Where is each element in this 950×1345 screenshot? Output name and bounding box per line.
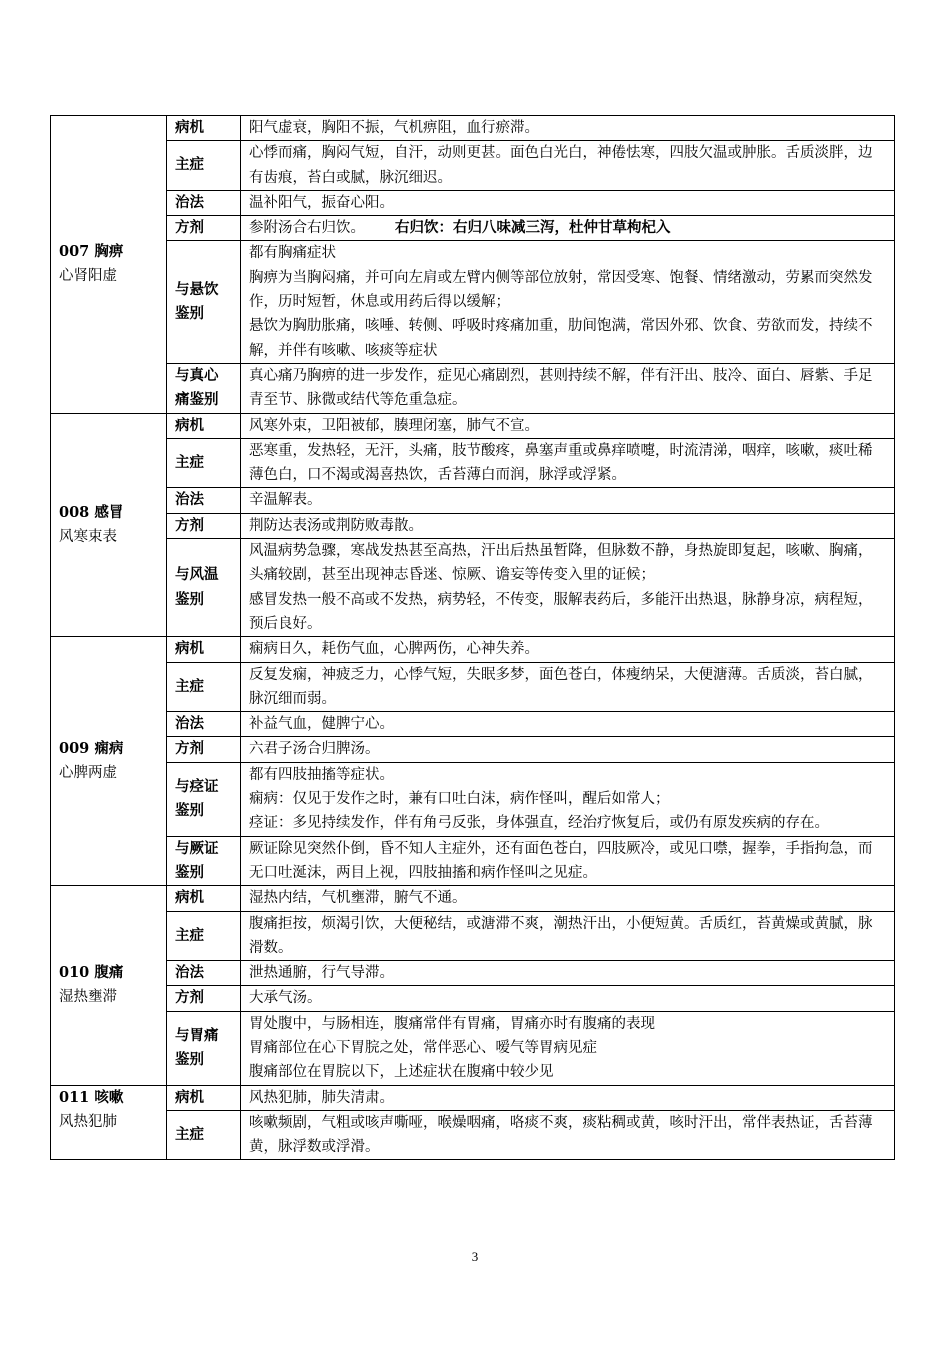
content-line: 泄热通腑，行气导滞。 [249,965,394,982]
field-label: 病机 [167,1085,241,1110]
content-line: 风温病势急骤，寒战发热甚至高热，汗出后热虽暂降，但脉数不静，身热旋即复起，咳嗽、胸痛，头痛较剧，甚至出现神志昏迷、惊厥、谵妄等传变入里的证候； [249,543,873,584]
table-row [51,986,895,1011]
table-row [51,513,895,538]
field-label: 病机 [167,886,241,911]
table-row [51,836,895,886]
table-row [51,216,895,241]
disease-code: 009 痫病 [59,739,124,757]
content-line: 恶寒重，发热轻，无汗，头痛，肢节酸疼，鼻塞声重或鼻痒喷嚏，时流清涕，咽痒，咳嗽，痰吐稀薄色白，口不渴或渴喜热饮，舌苔薄白而润，脉浮或浮紧。 [249,442,873,484]
field-content [241,363,895,413]
disease-code: 011 咳嗽 [59,1088,124,1106]
field-label: 与厥证鉴别 [167,836,241,886]
field-label: 方剂 [167,513,241,538]
table-row [51,539,895,637]
content-line: 荆防达表汤或荆防败毒散。 [249,517,423,534]
disease-cell [51,1085,167,1160]
content-line: 参附汤合右归饮。 [249,220,365,237]
field-content [241,539,895,637]
content-line: 阳气虚衰，胸阳不振，气机痹阻，血行瘀滞。 [249,120,539,136]
table-row [51,762,895,836]
table-row [51,190,895,215]
content-line: 胸痹为当胸闷痛，并可向左肩或左臂内侧等部位放射，常因受寒、饱餐、情绪激动，劳累而突然发作，历时短暂，休息或用药后得以缓解； [249,269,873,311]
table-row [51,911,895,961]
content-line: 真心痛乃胸痹的进一步发作，症见心痛剧烈，甚则持续不解，伴有汗出、肢冷、面白、唇紫、手足青至节、脉微或结代等危重急症。 [249,367,873,409]
field-content [241,712,895,737]
table-row [51,1085,895,1110]
disease-code: 010 腹痛 [59,964,124,982]
field-label: 治法 [167,961,241,986]
content-line: 痫病日久，耗伤气血，心脾两伤，心神失养。 [249,641,539,658]
syndrome-type: 心脾两虚 [59,765,117,782]
table-row [51,413,895,438]
content-line: 咳嗽频剧，气粗或咳声嘶哑，喉燥咽痛，咯痰不爽，痰粘稠或黄，咳时汗出，常伴表热证，舌苔薄黄，脉浮数或浮滑。 [249,1114,873,1156]
disease-code: 008 感冒 [59,503,124,521]
field-content [241,141,895,191]
field-content [241,637,895,662]
field-label: 治法 [167,190,241,215]
field-content [241,662,895,712]
field-content [241,836,895,886]
table-row [51,737,895,762]
field-label: 病机 [167,637,241,662]
field-label: 主症 [167,911,241,961]
field-label: 主症 [167,1110,241,1160]
field-content [241,488,895,513]
field-label: 与风温鉴别 [167,539,241,637]
field-label: 病机 [167,116,241,141]
field-content [241,737,895,762]
content-line: 湿热内结，气机壅滞，腑气不通。 [249,890,467,907]
field-label: 方剂 [167,737,241,762]
table-row [51,438,895,488]
table-row [51,363,895,413]
table-row [51,141,895,191]
syndrome-type: 湿热壅滞 [59,989,117,1006]
content-line: 胃处腹中，与肠相连，腹痛常伴有胃痛，胃痛亦时有腹痛的表现 [249,1015,655,1032]
field-content [241,762,895,836]
content-line: 温补阳气，振奋心阳。 [249,194,394,211]
content-line: 厥证除见突然仆倒，昏不知人主症外，还有面色苍白，四肢厥冷，或见口噤，握拳，手指拘急，而无口吐涎沫，两目上视，四肢抽搐和病作怪叫之见症。 [249,840,873,881]
content-line: 腹痛拒按，烦渴引饮，大便秘结，或溏滞不爽，潮热汗出，小便短黄。舌质红，苔黄燥或黄腻，脉滑数。 [249,915,873,956]
content-line: 都有胸痛症状 [249,245,336,262]
content-line: 辛温解表。 [249,492,322,509]
field-label: 方剂 [167,986,241,1011]
field-content [241,911,895,961]
formula-note: 右归饮：右归八味减三泻，杜仲甘草枸杞入 [395,219,671,237]
field-content [241,1110,895,1160]
field-label: 主症 [167,438,241,488]
field-content [241,116,895,141]
disease-cell [51,116,167,414]
table-row [51,116,895,141]
table-row [51,637,895,662]
content-line: 感冒发热一般不高或不发热，病势轻，不传变，服解表药后，多能汗出热退，脉静身凉，病程短，预后良好。 [249,591,873,632]
syndrome-type: 风寒束表 [59,528,117,545]
table-row [51,886,895,911]
field-label: 主症 [167,662,241,712]
syndrome-table [50,115,895,1160]
syndrome-type: 风热犯肺 [59,1113,117,1130]
table-row [51,712,895,737]
field-content [241,986,895,1011]
field-label: 病机 [167,413,241,438]
content-line: 痉证：多见持续发作，伴有角弓反张，身体强直，经治疗恢复后，或仍有原发疾病的存在。 [249,815,829,832]
field-label: 与悬饮鉴别 [167,241,241,363]
field-content [241,1085,895,1110]
content-line: 都有四肢抽搐等症状。 [249,766,394,783]
content-line: 补益气血，健脾宁心。 [249,716,394,733]
table-row [51,1011,895,1085]
field-content [241,961,895,986]
field-label: 治法 [167,488,241,513]
table-row [51,662,895,712]
field-content [241,886,895,911]
content-line: 胃痛部位在心下胃脘之处，常伴恶心、嗳气等胃病见症 [249,1039,597,1056]
content-line: 大承气汤。 [249,990,322,1007]
field-label: 与真心痛鉴别 [167,363,241,413]
content-line: 痫病：仅见于发作之时，兼有口吐白沫，病作怪叫，醒后如常人； [249,791,670,808]
field-content [241,413,895,438]
field-label: 主症 [167,141,241,191]
disease-cell [51,413,167,637]
field-content [241,216,895,241]
page-number: 3 [471,1249,479,1264]
field-label: 与胃痛鉴别 [167,1011,241,1085]
table-row [51,1110,895,1160]
content-line: 腹痛部位在胃脘以下，上述症状在腹痛中较少见 [249,1064,554,1081]
field-label: 方剂 [167,216,241,241]
content-line: 反复发痫，神疲乏力，心悸气短，失眠多梦，面色苍白，体瘦纳呆，大便溏薄。舌质淡，苔白腻，脉沉细而弱。 [249,666,873,707]
content-line: 心悸而痛，胸闷气短，自汗，动则更甚。面色白光白，神倦怯寒，四肢欠温或肿胀。舌质淡胖，边有齿痕，苔白或腻，脉沉细迟。 [249,145,873,186]
field-content [241,190,895,215]
syndrome-type: 心肾阳虚 [59,268,117,285]
field-content [241,241,895,363]
disease-cell [51,886,167,1085]
table-row [51,961,895,986]
content-line: 风寒外束，卫阳被郁，腠理闭塞，肺气不宣。 [249,417,539,434]
field-label: 与痉证鉴别 [167,762,241,836]
disease-code: 007 胸痹 [59,242,124,260]
field-content [241,513,895,538]
content-line: 悬饮为胸肋胀痛，咳唾、转侧、呼吸时疼痛加重，肋间饱满，常因外邪、饮食、劳欲而发，持续不解，并伴有咳嗽、咳痰等症状 [249,318,873,359]
table-row [51,488,895,513]
field-label: 治法 [167,712,241,737]
field-content [241,438,895,488]
table-row [51,241,895,363]
content-line: 六君子汤合归脾汤。 [249,741,380,758]
field-content [241,1011,895,1085]
content-line: 风热犯肺，肺失清肃。 [249,1089,394,1106]
disease-cell [51,637,167,886]
